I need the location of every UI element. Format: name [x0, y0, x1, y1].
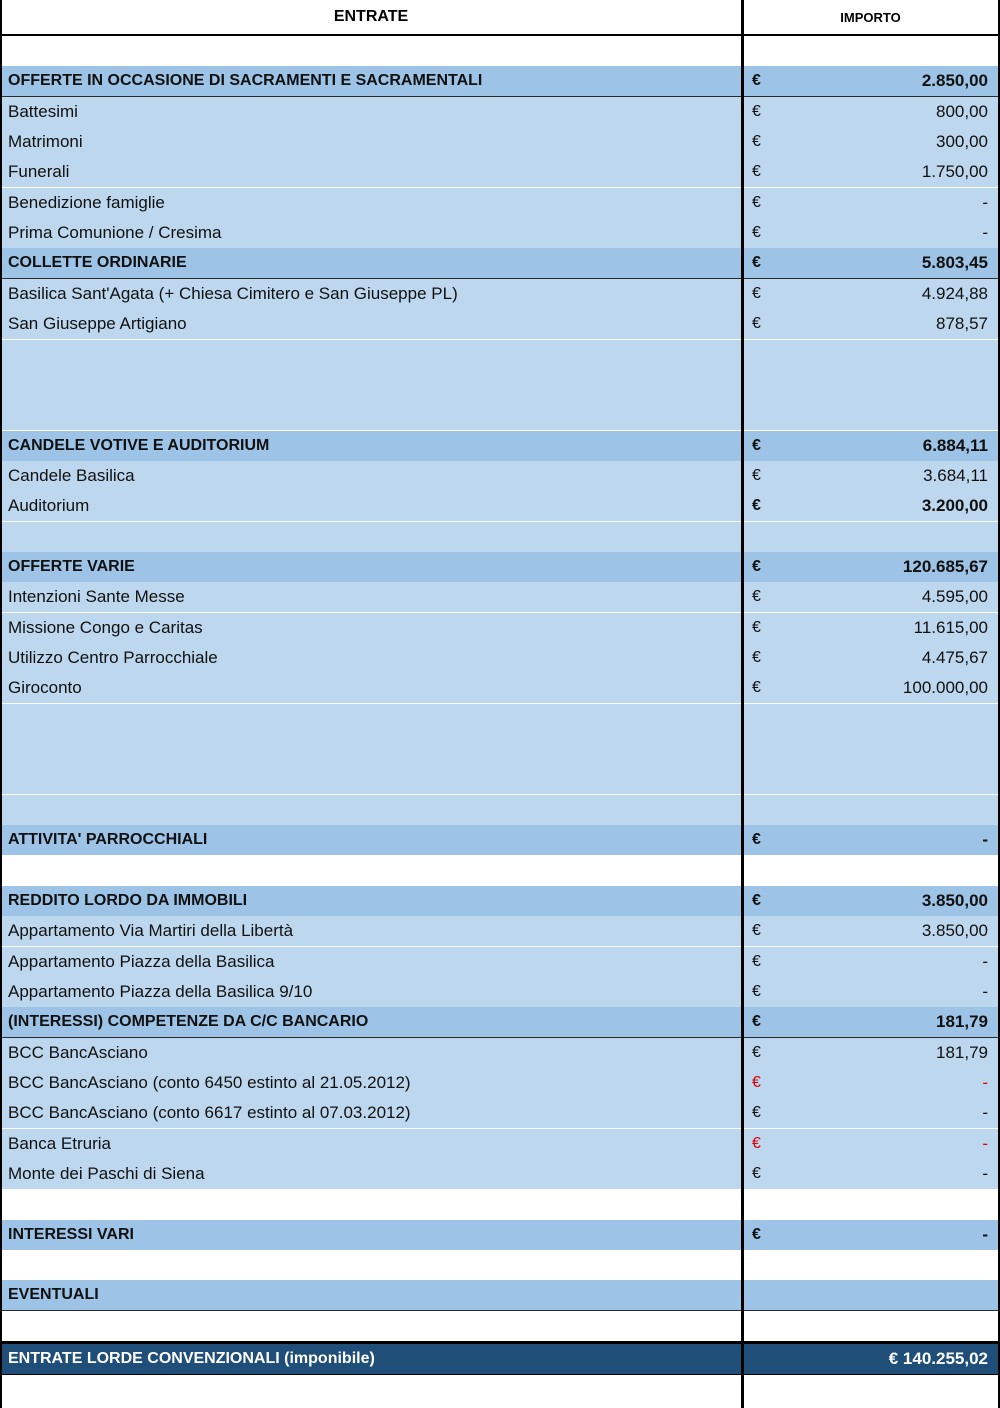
row-label: (INTERESSI) COMPETENZE DA C/C BANCARIO — [8, 1013, 369, 1031]
euro-sign: € — [752, 133, 761, 151]
section-row — [2, 431, 998, 462]
table-row — [2, 188, 998, 218]
euro-sign: € — [752, 466, 761, 484]
table-row — [2, 279, 998, 309]
euro-sign: € — [752, 982, 761, 1000]
section-row — [2, 552, 998, 583]
euro-sign: € — [752, 1073, 761, 1091]
row-label — [8, 340, 738, 370]
row-label: COLLETTE ORDINARIE — [8, 254, 187, 272]
row-label: Benedizione famiglie — [8, 192, 165, 212]
row-label: Appartamento Piazza della Basilica 9/10 — [8, 981, 313, 1001]
amount-value: 878,57 — [936, 314, 988, 334]
euro-sign: € — [752, 497, 761, 515]
amount-value: 3.684,11 — [923, 465, 988, 485]
table-header — [2, 0, 998, 36]
amount-value: 4.595,00 — [921, 587, 988, 607]
euro-sign: € — [752, 952, 761, 970]
row-label: Basilica Sant'Agata (+ Chiesa Cimitero e San Giuseppe PL) — [8, 283, 458, 303]
row-label: OFFERTE IN OCCASIONE DI SACRAMENTI E SACRAMENTALI — [8, 72, 483, 90]
amount-value: 3.850,00 — [921, 921, 988, 941]
table-row — [2, 1129, 998, 1159]
row-label: Banca Etruria — [8, 1133, 111, 1153]
amount-value: 6.884,11 — [922, 435, 988, 455]
row-label: REDDITO LORDO DA IMMOBILI — [8, 891, 248, 909]
amount-value: - — [982, 951, 988, 971]
euro-sign: € — [752, 1225, 761, 1243]
table-row — [2, 340, 998, 370]
euro-sign: € — [752, 436, 761, 454]
row-label — [8, 400, 738, 430]
row-label: San Giuseppe Artigiano — [8, 314, 187, 334]
table-row — [2, 522, 998, 552]
euro-sign: € — [752, 224, 761, 242]
row-label — [8, 522, 738, 552]
section-row — [2, 1280, 998, 1311]
euro-sign: € — [752, 72, 761, 90]
section-row — [2, 1220, 998, 1251]
euro-sign: € — [752, 315, 761, 333]
table-row — [2, 97, 998, 127]
row-label: Utilizzo Centro Parrocchiale — [8, 648, 218, 667]
amount-value: 1.750,00 — [921, 162, 988, 182]
blank-row — [2, 1189, 998, 1219]
section-row — [2, 66, 998, 97]
euro-sign: € — [752, 102, 761, 120]
row-label: BCC BancAsciano (conto 6617 estinto al 07.03.2012) — [8, 1103, 411, 1123]
blank-row — [2, 1311, 998, 1341]
euro-sign: € — [752, 588, 761, 606]
euro-sign: € — [752, 284, 761, 302]
amount-value: 2.850,00 — [921, 71, 988, 91]
row-label: Candele Basilica — [8, 465, 135, 485]
amount-value: - — [982, 1072, 988, 1092]
table-row — [2, 1068, 998, 1098]
row-label: ATTIVITA' PARROCCHIALI — [8, 831, 208, 849]
row-label: Prima Comunione / Cresima — [8, 223, 222, 243]
header-importo: IMPORTO — [840, 9, 901, 25]
amount-value: 3.850,00 — [921, 890, 988, 910]
amount-value: - — [982, 192, 988, 212]
row-label — [8, 370, 738, 400]
amount-value: 120.685,67 — [902, 556, 988, 576]
row-label: CANDELE VOTIVE E AUDITORIUM — [8, 436, 270, 454]
euro-sign: € — [752, 193, 761, 211]
row-label: Appartamento Via Martiri della Libertà — [8, 921, 294, 941]
table-row — [2, 491, 998, 521]
amount-value: - — [982, 1224, 988, 1244]
euro-sign: € — [752, 1013, 761, 1031]
row-label: Missione Congo e Caritas — [8, 617, 203, 637]
table-row — [2, 613, 998, 643]
row-label: Funerali — [8, 162, 70, 182]
table-row — [2, 127, 998, 157]
amount-value: - — [982, 223, 988, 243]
row-label: BCC BancAsciano — [8, 1042, 148, 1062]
euro-sign: € — [752, 254, 761, 272]
amount-value: 800,00 — [936, 101, 988, 121]
row-label: INTERESSI VARI — [8, 1225, 134, 1243]
euro-sign: € — [752, 163, 761, 181]
table-row — [2, 764, 998, 794]
blank-row — [2, 36, 998, 66]
section-row — [2, 825, 998, 856]
amount-value: - — [982, 1163, 988, 1183]
amount-value: 11.615,00 — [913, 617, 988, 637]
euro-sign: € — [752, 1164, 761, 1182]
section-row — [2, 886, 998, 917]
table-row — [2, 218, 998, 248]
row-label — [8, 764, 738, 794]
header-entrate: ENTRATE — [333, 8, 409, 25]
row-label — [8, 734, 738, 764]
blank-row — [2, 855, 998, 885]
table-row — [2, 643, 998, 673]
euro-sign: € — [752, 922, 761, 940]
table-row — [2, 582, 998, 612]
row-label: Giroconto — [8, 678, 82, 698]
row-label: Appartamento Piazza della Basilica — [8, 951, 275, 971]
table-row — [2, 461, 998, 491]
row-label: OFFERTE VARIE — [8, 557, 135, 575]
table-row — [2, 157, 998, 187]
amount-value: 4.924,88 — [921, 283, 988, 303]
blank-row — [2, 1250, 998, 1280]
amount-value: - — [982, 981, 988, 1001]
euro-sign: € — [752, 1104, 761, 1122]
euro-sign: € — [752, 831, 761, 849]
table-row — [2, 1098, 998, 1128]
table-row — [2, 916, 998, 946]
table-row — [2, 795, 998, 825]
row-label: Auditorium — [8, 496, 90, 516]
amount-value: 181,79 — [936, 1042, 988, 1062]
table-row — [2, 704, 998, 734]
row-label: Intenzioni Sante Messe — [8, 587, 185, 607]
amount-value: 4.475,67 — [921, 648, 988, 667]
row-label — [8, 704, 738, 734]
euro-sign: € — [752, 891, 761, 909]
row-label: Monte dei Paschi di Siena — [8, 1163, 205, 1183]
table-row — [2, 947, 998, 977]
section-row — [2, 248, 998, 279]
row-label: BCC BancAsciano (conto 6450 estinto al 21.05.2012) — [8, 1072, 411, 1092]
amount-value: - — [982, 1133, 988, 1153]
euro-sign: € — [752, 1134, 761, 1152]
euro-sign: € — [752, 557, 761, 575]
euro-sign: € — [752, 1043, 761, 1061]
amount-value: - — [982, 830, 988, 850]
euro-sign: € — [752, 618, 761, 636]
euro-sign: € — [752, 649, 761, 666]
table-row — [2, 370, 998, 400]
euro-sign: € — [752, 679, 761, 697]
amount-value: 100.000,00 — [902, 678, 988, 698]
table-row — [2, 1159, 998, 1189]
amount-value: 3.200,00 — [921, 496, 988, 516]
row-label: Battesimi — [8, 101, 78, 121]
amount-value: 5.803,45 — [921, 253, 988, 273]
row-label: ENTRATE LORDE CONVENZIONALI (imponibile) — [8, 1350, 375, 1368]
table-row — [2, 309, 998, 339]
amount-value: - — [982, 1103, 988, 1123]
table-row — [2, 400, 998, 430]
row-label: Matrimoni — [8, 132, 83, 152]
table-row — [2, 673, 998, 703]
section-row — [2, 1007, 998, 1038]
table-row — [2, 977, 998, 1007]
table-row — [2, 734, 998, 764]
amount-value: € 140.255,02 — [888, 1349, 988, 1369]
total-row — [2, 1341, 998, 1375]
column-divider — [741, 0, 744, 1408]
row-label — [8, 795, 738, 825]
table-row — [2, 1038, 998, 1068]
amount-value: 300,00 — [936, 132, 988, 152]
amount-value: 181,79 — [936, 1012, 988, 1032]
row-label: EVENTUALI — [8, 1286, 99, 1304]
